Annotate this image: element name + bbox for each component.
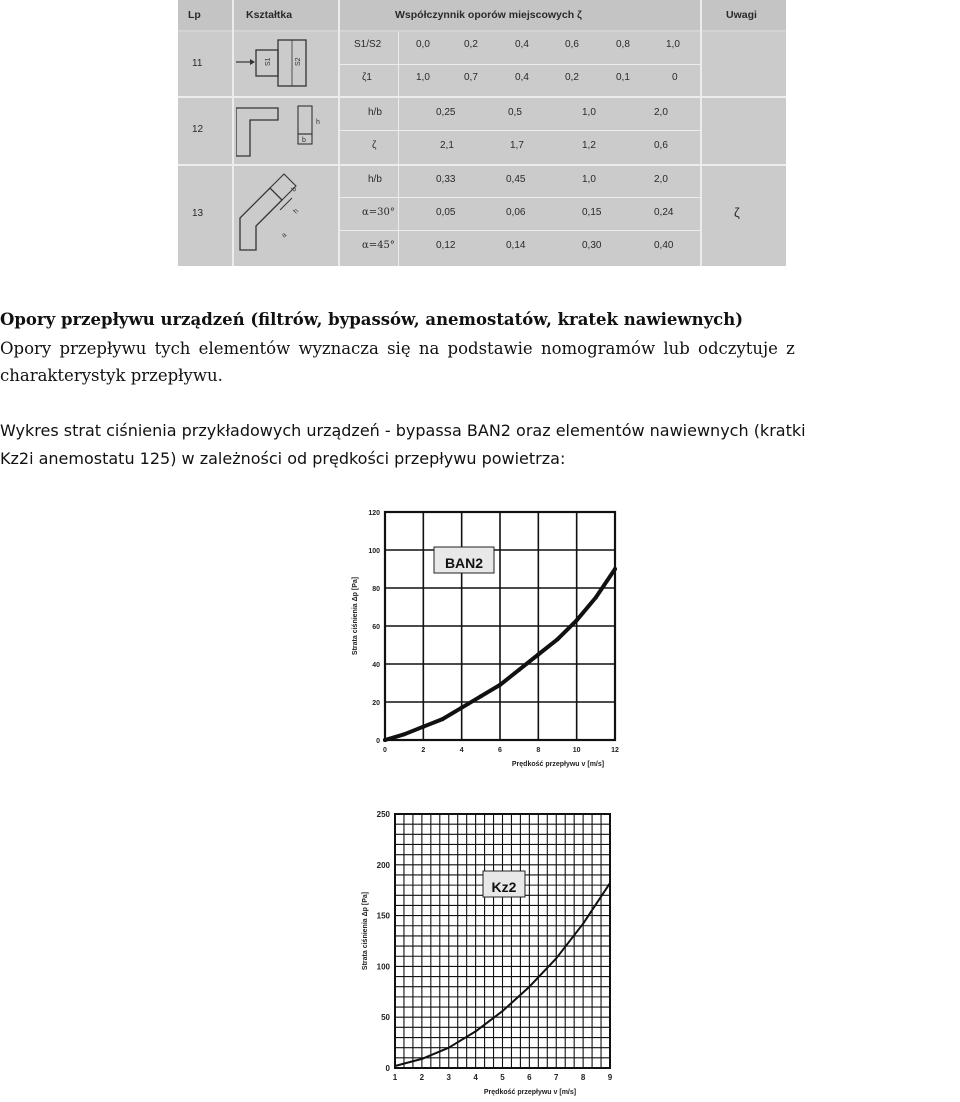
section-heading: Opory przepływu urządzeń (filtrów, bypassów, anemostatów, kratek nawiewnych) <box>0 310 744 329</box>
data-point <box>575 618 579 622</box>
x-tick-label: 6 <box>498 747 502 754</box>
row-11-val: 0 <box>672 72 678 83</box>
data-point <box>536 653 540 657</box>
row-11-lp: 11 <box>192 58 203 69</box>
row-13-val: 0,05 <box>436 207 456 218</box>
angled-elbow-fitting-icon <box>236 170 336 262</box>
row-12-val: 1,7 <box>510 140 524 151</box>
row-11-val: 0,6 <box>565 39 579 50</box>
header-notes: Uwagi <box>726 9 757 21</box>
x-axis-label: Prędkość przepływu v [m/s] <box>511 761 605 768</box>
y-tick-label: 200 <box>376 860 390 870</box>
row-12-label-0: h/b <box>368 107 382 118</box>
data-point <box>582 923 584 925</box>
paragraph-2 <box>0 417 960 473</box>
row-11-val: 0,2 <box>464 39 478 50</box>
y-tick-label: 150 <box>376 911 390 921</box>
header-lp: Lp <box>188 9 201 21</box>
row-13-label-1: α=30° <box>362 207 395 218</box>
x-tick-label: 8 <box>580 1073 586 1082</box>
data-point <box>441 717 445 721</box>
row-13-val: 0,15 <box>582 207 602 218</box>
x-tick-label: 10 <box>572 747 581 754</box>
paragraph-1-line-2: charakterystyk przepływu. <box>0 366 223 385</box>
row-13-lp: 13 <box>192 208 204 219</box>
row-12-val: 2,1 <box>440 140 454 151</box>
data-point <box>613 567 617 571</box>
coefficient-table <box>178 0 786 266</box>
row-13-val: 2,0 <box>654 174 668 185</box>
data-point <box>421 725 425 729</box>
y-tick-label: 250 <box>376 810 390 819</box>
data-point <box>555 957 557 959</box>
data-point <box>421 1058 423 1060</box>
row-11-val: 0,0 <box>416 39 430 50</box>
row-13-val: 1,0 <box>582 174 596 185</box>
paragraph-2-line-1: Wykres strat ciśnienia przykładowych urządzeń - bypassa BAN2 oraz elementów nawiewnych (kratki <box>0 421 806 440</box>
row-11-val: 0,2 <box>565 72 579 83</box>
y-tick-label: 60 <box>372 624 380 631</box>
row-11-val: 0,4 <box>515 39 529 50</box>
header-coef-cell <box>340 0 700 30</box>
expansion-fitting-icon <box>236 34 336 94</box>
row-12-val: 0,6 <box>654 140 668 151</box>
row-11-val: 0,7 <box>464 72 478 83</box>
x-tick-label: 1 <box>392 1073 398 1082</box>
row-12-val: 1,2 <box>582 140 596 151</box>
x-tick-label: 12 <box>611 747 619 754</box>
shape-13-label-h: h <box>292 207 301 216</box>
data-point <box>528 986 530 988</box>
row-12-lp: 12 <box>192 124 204 135</box>
shape-13-label-a: a <box>280 231 289 240</box>
row-12-label-1: ζ <box>372 140 377 151</box>
ban2-pressure-loss-chart <box>340 500 640 784</box>
x-tick-label: 4 <box>473 1073 478 1082</box>
row-13-val: 0,14 <box>506 240 526 251</box>
shape-11-label-s1: S1 <box>265 57 272 66</box>
x-tick-label: 2 <box>419 1073 425 1082</box>
shape-11-label-s2: S2 <box>295 57 302 66</box>
x-tick-label: 6 <box>527 1073 532 1082</box>
y-tick-label: 100 <box>376 962 390 972</box>
data-point <box>517 668 521 672</box>
shape-12-label-h: h <box>316 119 320 126</box>
x-tick-label: 2 <box>421 747 426 754</box>
row-13-val: 0,06 <box>506 207 526 218</box>
data-point <box>498 683 502 687</box>
header-shape: Kształtka <box>246 9 293 21</box>
row-12-val: 2,0 <box>654 107 668 118</box>
x-tick-label: 5 <box>500 1073 505 1082</box>
data-point <box>609 882 611 884</box>
paragraph-2-line-2: Kz2i anemostatu 125) w zależności od prędkości przepływu powietrza: <box>0 449 566 468</box>
x-tick-label: 0 <box>383 747 387 754</box>
y-tick-label: 20 <box>372 700 380 707</box>
row-13-val: 0,40 <box>654 240 674 251</box>
chart-title: Kz2 <box>491 879 517 895</box>
x-tick-label: 7 <box>554 1073 559 1082</box>
shape-13-label-b: b <box>290 185 299 194</box>
data-point <box>556 637 560 641</box>
row-12-val: 0,5 <box>508 107 522 118</box>
y-axis-label: Strata ciśnienia Δp [Pa] <box>352 576 359 656</box>
row-13-val: 0,33 <box>436 174 456 185</box>
row-13-note: ζ <box>734 205 740 220</box>
data-point <box>402 732 406 736</box>
x-tick-label: 3 <box>446 1073 451 1082</box>
row-11-label-0: S1/S2 <box>354 39 382 50</box>
y-tick-label: 0 <box>385 1064 390 1073</box>
data-point <box>460 706 464 710</box>
row-12-val: 0,25 <box>436 107 456 118</box>
elbow-fitting-icon <box>236 102 336 162</box>
data-point <box>479 694 483 698</box>
x-tick-label: 8 <box>536 747 541 754</box>
y-tick-label: 120 <box>368 510 380 517</box>
header-notes-cell <box>702 0 786 30</box>
row-11-val: 0,1 <box>616 72 630 83</box>
y-tick-label: 50 <box>381 1013 390 1023</box>
data-point <box>448 1047 450 1049</box>
paragraph-1-line-1: Opory przepływu tych elementów wyznacza się na podstawie nomogramów lub odczytuje z <box>0 339 795 358</box>
data-point <box>594 596 598 600</box>
header-shape-cell <box>234 0 338 30</box>
row-13-label-2: α=45° <box>362 240 395 251</box>
row-13-val: 0,24 <box>654 207 674 218</box>
row-11-val: 1,0 <box>666 39 680 50</box>
data-point <box>475 1030 477 1032</box>
row-11-val: 0,4 <box>515 72 529 83</box>
x-tick-label: 4 <box>459 747 464 754</box>
x-tick-label: 9 <box>607 1073 613 1082</box>
kz2-pressure-loss-chart <box>340 800 640 1102</box>
y-axis-label: Strata ciśnienia Δp [Pa] <box>362 891 369 971</box>
y-tick-label: 100 <box>368 548 380 555</box>
y-tick-label: 40 <box>372 662 380 669</box>
row-12-val: 1,0 <box>582 107 596 118</box>
data-point <box>502 1010 504 1012</box>
row-11-label-1: ζ1 <box>362 72 372 83</box>
y-tick-label: 80 <box>372 586 380 593</box>
data-point <box>394 1065 396 1067</box>
header-lp-cell <box>178 0 232 30</box>
row-13-val: 0,45 <box>506 174 526 185</box>
y-tick-label: 0 <box>376 738 380 745</box>
row-13-val: 0,30 <box>582 240 602 251</box>
row-13-label-0: h/b <box>368 174 382 185</box>
row-11-val: 0,8 <box>616 39 630 50</box>
data-point <box>383 738 387 742</box>
header-coef: Współczynnik oporów miejscowych ζ <box>395 9 582 21</box>
row-13-val: 0,12 <box>436 240 456 251</box>
x-axis-label: Prędkość przepływu v [m/s] <box>483 1089 577 1096</box>
shape-12-label-b: b <box>302 137 306 144</box>
row-11-val: 1,0 <box>416 72 430 83</box>
chart-title: BAN2 <box>444 555 484 571</box>
